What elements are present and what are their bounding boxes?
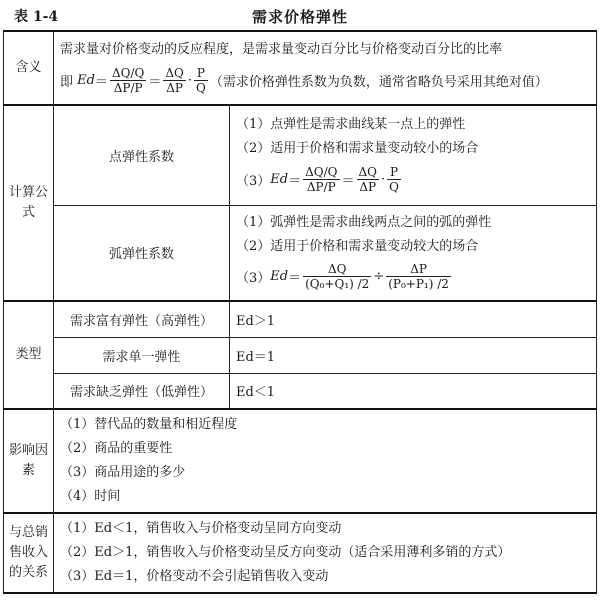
- arc-elasticity-label: 弧弹性系数: [54, 205, 230, 301]
- formula-ed: Ed: [270, 269, 289, 285]
- factors-content: [54, 409, 597, 513]
- fraction-numerator: ΔP: [386, 262, 451, 277]
- formula-fraction: [194, 66, 208, 95]
- list-item: （2）Ed＞1，销售收入与价格变动呈反方向变动（适合采用薄利多销的方式）: [60, 545, 511, 560]
- fraction-denominator: Q: [196, 80, 206, 95]
- fraction-denominator: ΔP/P: [306, 179, 336, 194]
- fraction-numerator: ΔQ: [303, 262, 371, 277]
- fraction-numerator: ΔQ: [358, 164, 378, 179]
- formula-fraction: [387, 165, 401, 194]
- table-row-type-elastic: [4, 301, 597, 337]
- type-value: Ed＜1: [230, 373, 597, 409]
- formula-note: （需求价格弹性系数为负数，通常省略负号采用其绝对值）: [209, 74, 548, 90]
- list-item: （2）适用于价格和需求量变动较小的场合: [236, 141, 479, 157]
- formula-fraction: [357, 165, 380, 194]
- formula-ed: Ed: [77, 72, 95, 88]
- table-row-type-unit: [4, 337, 597, 373]
- revenue-content: [54, 513, 597, 593]
- fraction-numerator: P: [387, 165, 401, 180]
- formula-ed: Ed: [270, 171, 289, 187]
- point-elasticity-label: 点弹性系数: [54, 105, 230, 205]
- arc-formula: （3） Ed ＝ $\frac{\Delta Q}{\text{(Q₀+Q₁) /2}}$ ÷ $\frac{\Delta P}{\text{(P₀+P₁) /2}}$: [236, 262, 449, 292]
- table-row-point-elasticity: [4, 105, 597, 205]
- type-label: 需求富有弹性（高弹性）: [54, 301, 230, 337]
- list-item: （2）适用于价格和需求量变动较大的场合: [236, 238, 479, 254]
- table-row-type-inelastic: [4, 373, 597, 409]
- list-item: （2）商品的重要性: [60, 441, 173, 456]
- point-formula: （3） Ed ＝ $\frac{\Delta Q/Q}{\Delta P/P}$ ＝ $\frac{\Delta Q}{\Delta P}$ · $\frac{P}{Q}$: [236, 164, 400, 194]
- table-caption: [0, 0, 600, 30]
- fraction-numerator: ΔQ/Q: [305, 164, 338, 179]
- table-row-arc-elasticity: [4, 205, 597, 301]
- formula-fraction: [386, 262, 451, 291]
- table-row-meaning: [4, 31, 597, 105]
- category-calc: 计算公式: [4, 105, 54, 301]
- fraction-denominator: (P₀+P₁) /2: [388, 277, 449, 292]
- list-item-prefix: （3）: [236, 271, 271, 287]
- fraction-numerator: ΔQ/Q: [111, 65, 145, 80]
- fraction-denominator: Q: [389, 179, 400, 194]
- category-factors: 影响因素: [4, 409, 54, 513]
- list-item: （3）Ed＝1，价格变动不会引起销售收入变动: [60, 569, 329, 584]
- type-label: 需求缺乏弹性（低弹性）: [54, 373, 230, 409]
- formula-fraction: [303, 165, 339, 194]
- formula-prefix: 即: [60, 74, 74, 90]
- meaning-definition: 需求量对价格变动的反应程度，是需求量变动百分比与价格变动百分比的比率: [60, 42, 503, 57]
- meaning-formula: 即 Ed ＝ $\frac{\Delta Q/Q}{\Delta P/P}$ ＝ $\frac{\Delta Q}{\Delta P}$ · $\frac{P}{Q}$ （需求价格弹性系数为负数，通常省略负号采用其绝对值）: [60, 65, 548, 95]
- fraction-denominator: ΔP: [166, 80, 184, 95]
- list-item: （1）弧弹性是需求曲线两点之间的弧的弹性: [236, 214, 492, 230]
- list-item: （1）点弹性是需求曲线某一点上的弹性: [236, 117, 466, 133]
- table-number: 表 1-4: [14, 9, 59, 25]
- fraction-numerator: P: [194, 66, 208, 81]
- formula-fraction: [303, 262, 371, 291]
- list-item: （1）Ed＜1，销售收入与价格变动呈同方向变动: [60, 521, 342, 536]
- category-types: 类型: [4, 301, 54, 409]
- type-value: Ed＞1: [230, 301, 597, 337]
- arc-elasticity-content: [230, 205, 597, 301]
- table-row-factors: [4, 409, 597, 513]
- point-elasticity-content: [230, 105, 597, 205]
- fraction-numerator: ΔQ: [165, 65, 184, 80]
- formula-fraction: [110, 66, 146, 95]
- fraction-denominator: (Q₀+Q₁) /2: [305, 277, 370, 292]
- type-value: Ed＝1: [230, 337, 597, 373]
- meaning-content: [54, 31, 597, 105]
- category-revenue: 与总销售收入的关系: [4, 513, 54, 593]
- list-item: （1）替代品的数量和相近程度: [60, 417, 238, 432]
- fraction-denominator: ΔP: [359, 179, 377, 194]
- category-meaning: 含义: [4, 31, 54, 105]
- list-item: （3）商品用途的多少: [60, 465, 186, 480]
- list-item: （4）时间: [60, 489, 121, 504]
- formula-fraction: [163, 66, 186, 95]
- elasticity-table: [3, 30, 597, 594]
- table-row-revenue: [4, 513, 597, 593]
- list-item-prefix: （3）: [236, 173, 271, 189]
- table-title: 需求价格弹性: [251, 8, 348, 26]
- type-label: 需求单一弹性: [54, 337, 230, 373]
- divide-sign: ÷: [373, 269, 385, 285]
- fraction-denominator: ΔP/P: [113, 80, 143, 95]
